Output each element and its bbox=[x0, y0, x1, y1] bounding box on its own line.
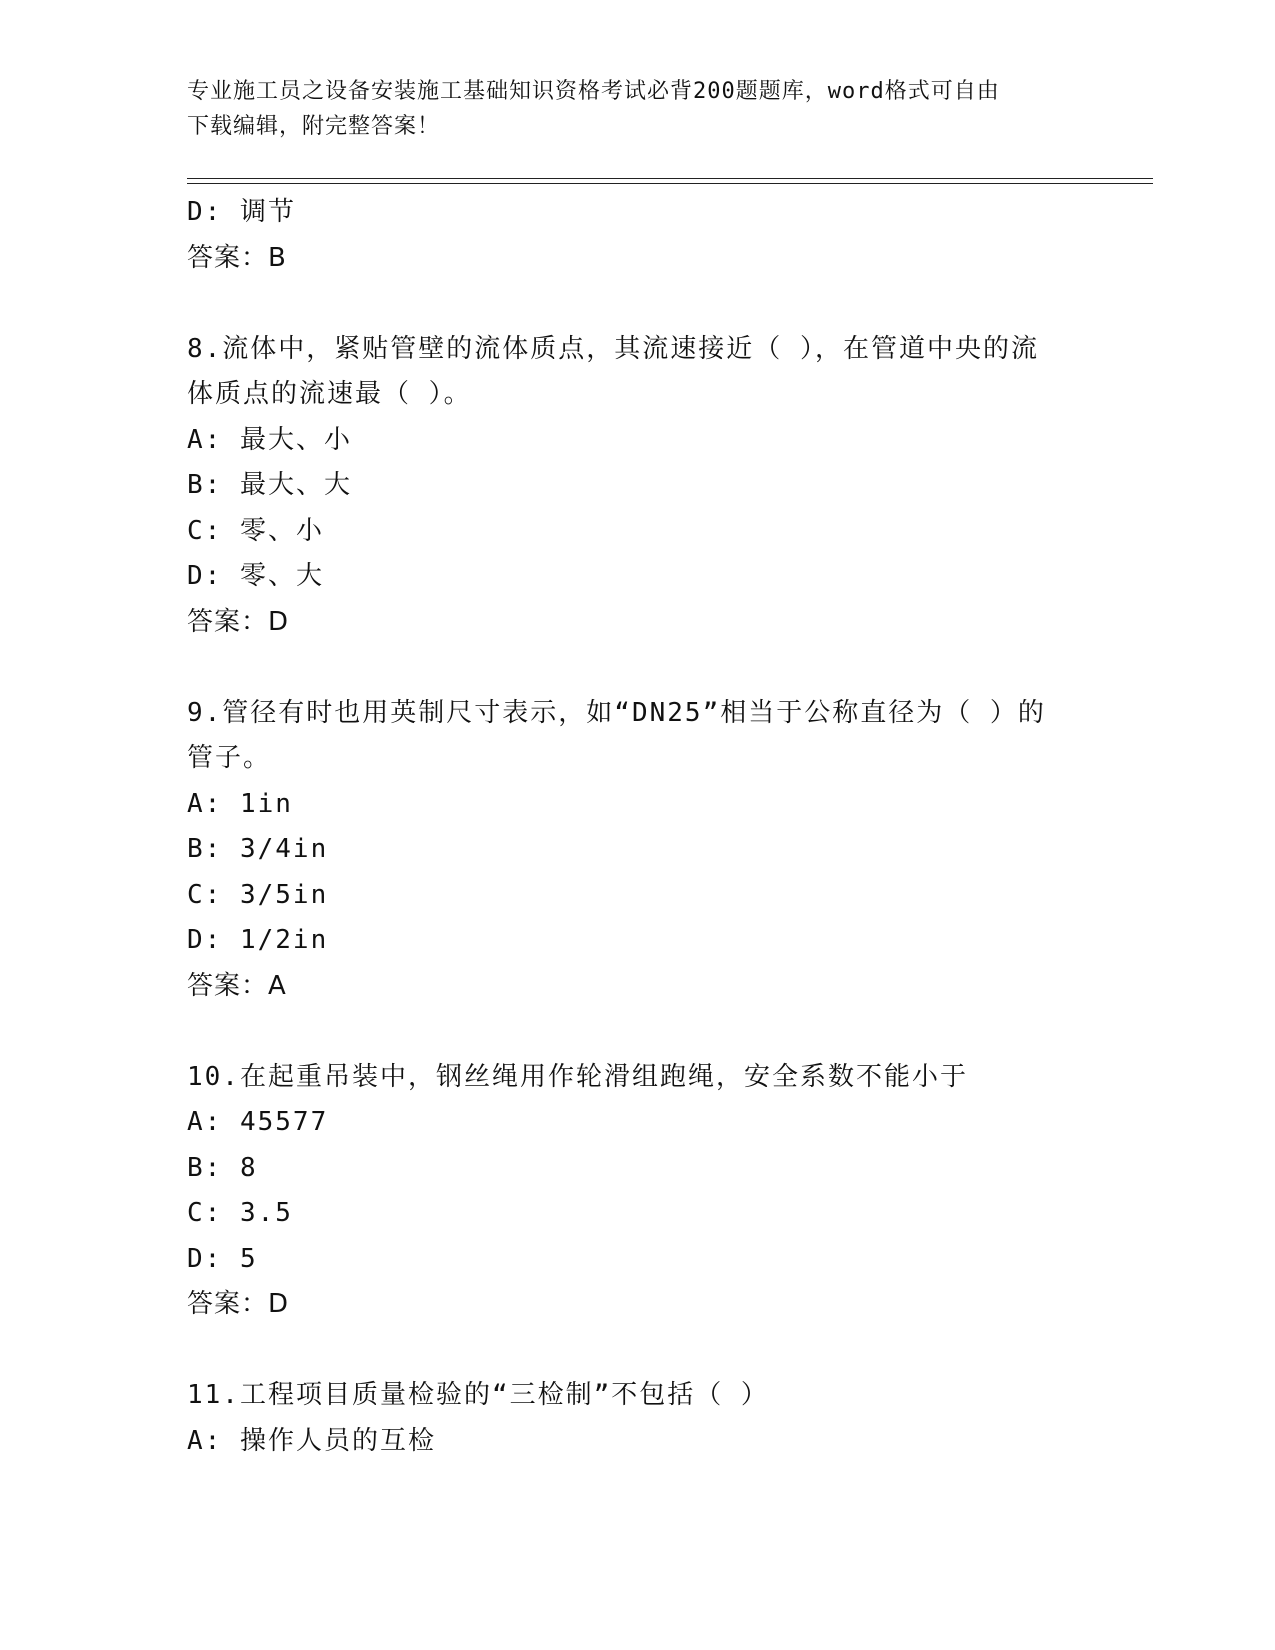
option-b: B: 3/4in bbox=[187, 834, 329, 864]
option-a: A: 操作人员的互检 bbox=[187, 1425, 436, 1456]
answer-line: 答案：D bbox=[187, 1289, 290, 1319]
question-list bbox=[187, 190, 1087, 1464]
option-d: D: 调节 bbox=[187, 197, 296, 227]
option-d: D: 1/2in bbox=[187, 925, 329, 955]
question-stem: 11.工程项目质量检验的“三检制”不包括（ ） bbox=[187, 1380, 769, 1410]
question-stem: 管子。 bbox=[187, 743, 272, 773]
header-line-2: 下载编辑，附完整答案！ bbox=[187, 114, 441, 139]
option-a: A: 最大、小 bbox=[187, 424, 352, 455]
question-11 bbox=[187, 1373, 1087, 1464]
question-stem: 8.流体中，紧贴管壁的流体质点，其流速接近（ ），在管道中央的流 bbox=[187, 333, 1039, 364]
question-8 bbox=[187, 327, 1087, 646]
answer-line: 答案：B bbox=[187, 242, 287, 273]
header-line-1: 专业施工员之设备安装施工基础知识资格考试必背200题题库，word格式可自由 bbox=[187, 79, 1000, 104]
question-9 bbox=[187, 691, 1087, 1010]
option-d: D: 零、大 bbox=[187, 561, 324, 591]
question-stem: 10.在起重吊装中，钢丝绳用作轮滑组跑绳，安全系数不能小于 bbox=[187, 1061, 968, 1092]
question-stem: 9.管径有时也用英制尺寸表示，如“DN25”相当于公称直径为（ ）的 bbox=[187, 697, 1046, 728]
answer-line: 答案：D bbox=[187, 606, 290, 637]
header-divider-bottom bbox=[187, 183, 1153, 184]
option-b: B: 8 bbox=[187, 1152, 258, 1183]
question-stem: 体质点的流速最（ ）。 bbox=[187, 379, 472, 409]
option-c: C: 3.5 bbox=[187, 1198, 293, 1228]
document-header bbox=[187, 74, 1067, 144]
option-a: A: 45577 bbox=[187, 1107, 329, 1137]
option-c: C: 3/5in bbox=[187, 879, 329, 910]
answer-line: 答案：A bbox=[187, 970, 287, 1001]
option-d: D: 5 bbox=[187, 1243, 258, 1274]
option-a: A: 1in bbox=[187, 788, 293, 819]
question-10 bbox=[187, 1055, 1087, 1328]
header-divider-top bbox=[187, 178, 1153, 179]
option-c: C: 零、小 bbox=[187, 515, 324, 546]
option-b: B: 最大、大 bbox=[187, 470, 352, 500]
